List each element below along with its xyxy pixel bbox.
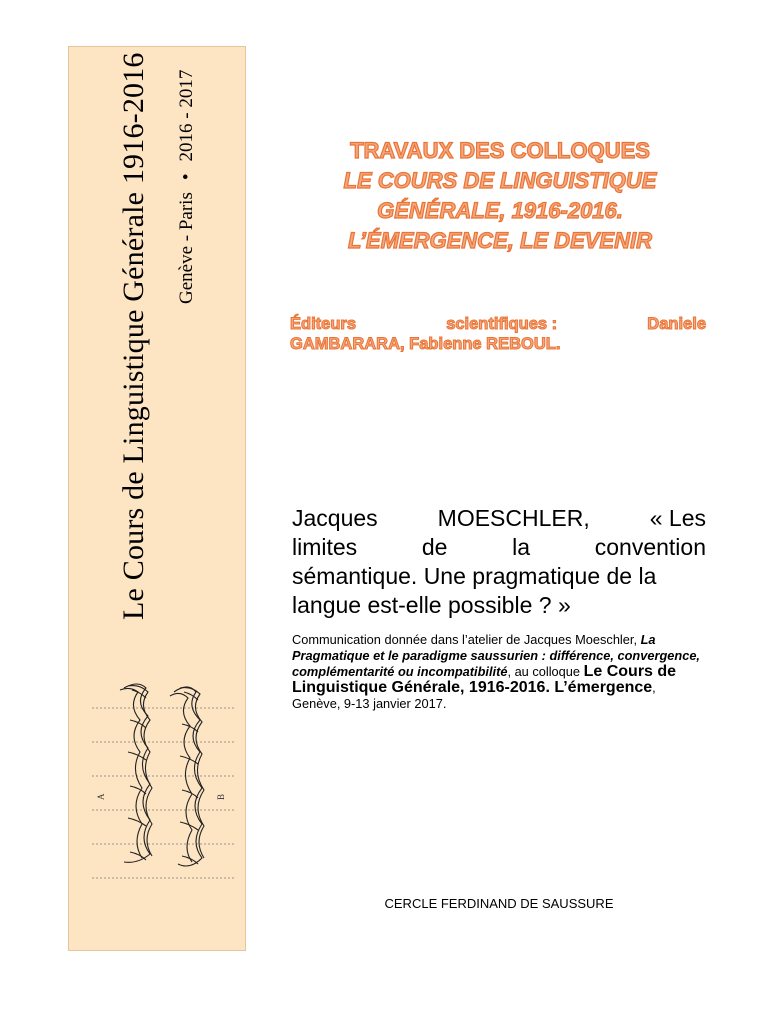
article-title-block bbox=[292, 504, 706, 620]
article-line-4: langue est-elle possible ? » bbox=[292, 592, 571, 618]
banner-bullet: • bbox=[176, 173, 197, 181]
heading-line-3: GÉNÉRALE, 1916-2016. bbox=[377, 198, 623, 223]
article-word: la bbox=[512, 534, 531, 560]
article-line-1 bbox=[292, 504, 706, 533]
colloquium-heading bbox=[295, 136, 705, 256]
editors-line-2: GAMBARARA, Fabienne REBOUL. bbox=[290, 335, 561, 353]
article-word: « Les bbox=[649, 505, 706, 531]
banner-title: Le Cours de Linguistique Générale 1916-2016 bbox=[117, 52, 150, 620]
comm-workshop-title: La Pragmatique et le paradigme saussurien : différence, convergence, complémentarité ou incompatibilité bbox=[292, 632, 700, 679]
comm-mid: , au colloque bbox=[507, 664, 584, 679]
editors-word-1: Éditeurs bbox=[290, 315, 357, 333]
article-word: MOESCHLER, bbox=[437, 505, 590, 531]
article-word: de bbox=[421, 534, 448, 560]
scientific-editors bbox=[290, 314, 706, 354]
banner-subtitle bbox=[176, 70, 198, 304]
publisher-name: CERCLE FERDINAND DE SAUSSURE bbox=[384, 896, 614, 911]
editors-word-3: Daniele bbox=[647, 315, 706, 333]
editors-word-2: scientifiques : bbox=[446, 315, 558, 333]
figure-label-b: B bbox=[216, 793, 226, 800]
heading-line-1: TRAVAUX DES COLLOQUES bbox=[350, 138, 650, 163]
article-word: convention bbox=[594, 534, 706, 560]
banner-years: 2016 - 2017 bbox=[176, 69, 197, 162]
article-line-3: sémantique. Une pragmatique de la bbox=[292, 563, 657, 589]
wave-illustration bbox=[84, 668, 238, 896]
article-word: limites bbox=[292, 534, 358, 560]
comm-intro: Communication donnée dans l’atelier de Jacques Moeschler, bbox=[292, 632, 641, 647]
heading-line-2: LE COURS DE LINGUISTIQUE bbox=[343, 168, 657, 193]
comm-end: , Genève, 9-13 janvier 2017. bbox=[292, 680, 656, 711]
article-word: Jacques bbox=[292, 505, 378, 531]
comm-colloque-title: Le Cours de Linguistique Générale, 1916-2016. L’émergence bbox=[292, 663, 677, 696]
heading-line-4: L’ÉMERGENCE, LE DEVENIR bbox=[348, 228, 652, 253]
communication-note bbox=[292, 632, 706, 712]
figure-label-a: A bbox=[96, 793, 106, 800]
article-line-2 bbox=[292, 533, 706, 562]
banner-place: Genève - Paris bbox=[176, 192, 197, 304]
editors-line-1 bbox=[290, 314, 706, 334]
